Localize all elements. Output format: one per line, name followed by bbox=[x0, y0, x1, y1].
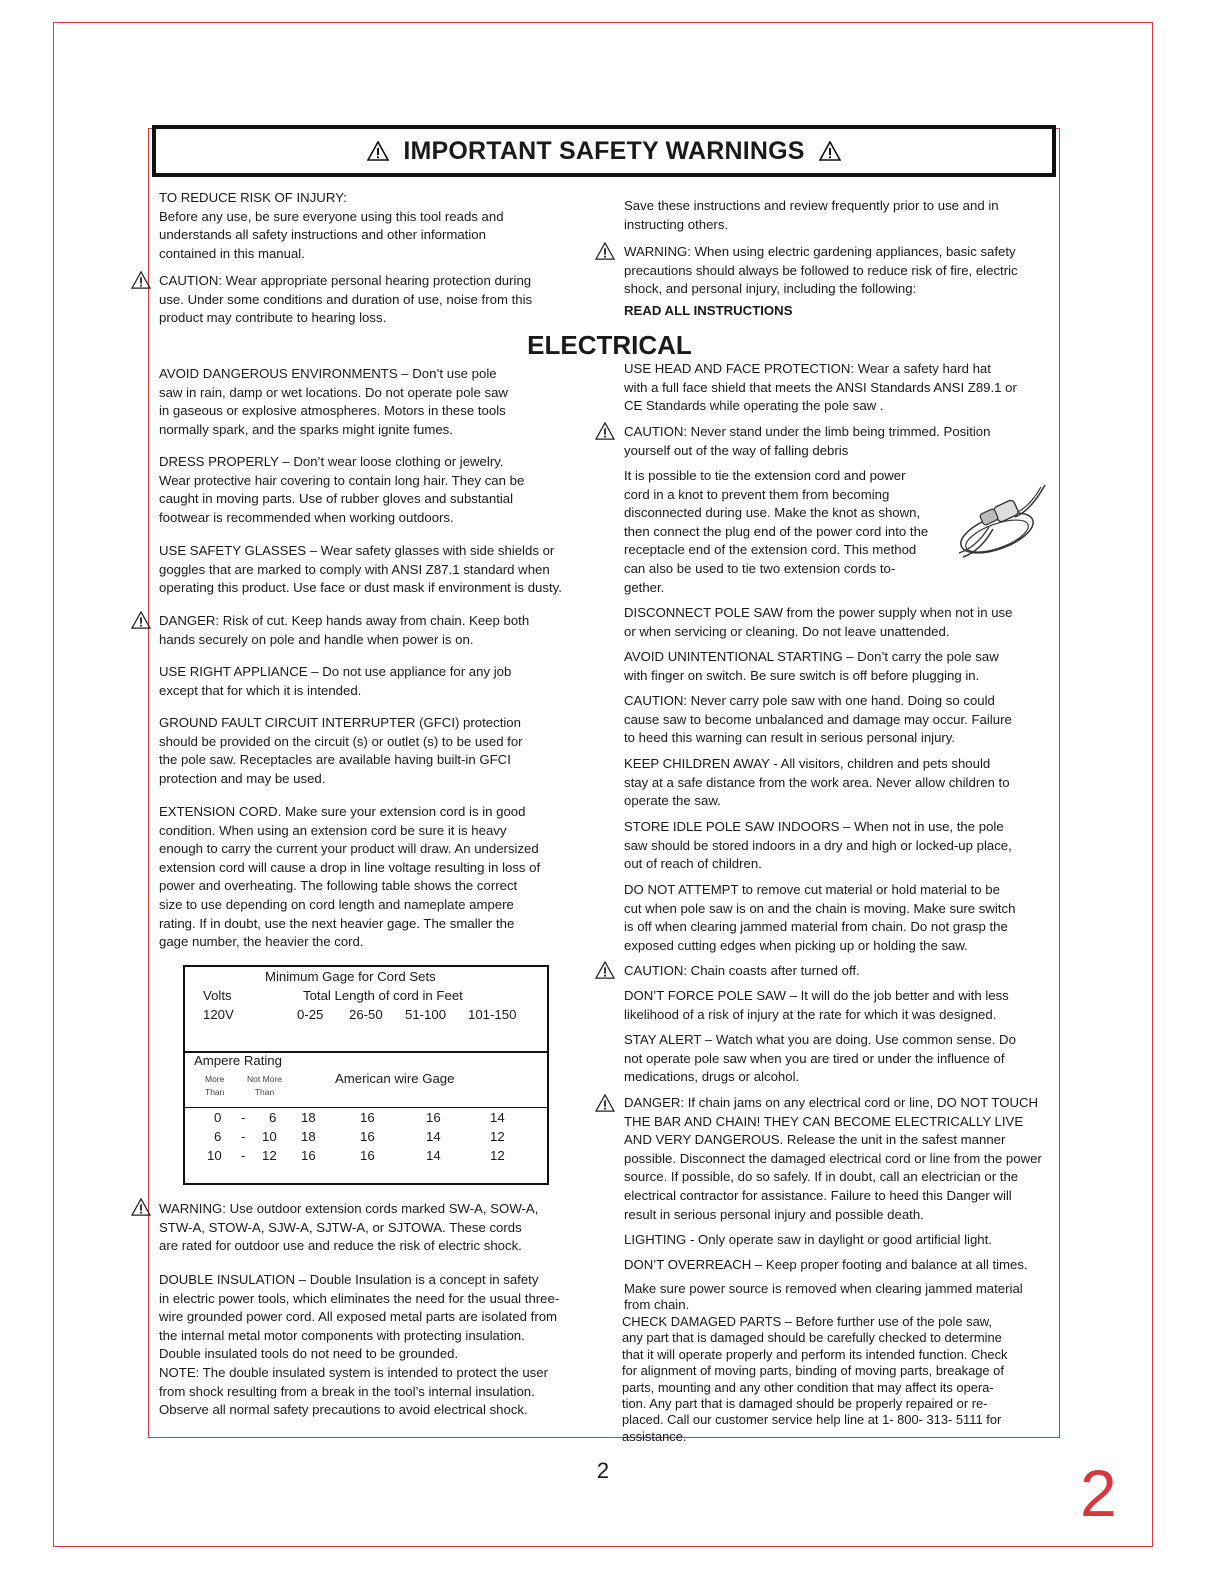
warning-triangle-icon bbox=[131, 1198, 151, 1216]
warning-triangle-icon bbox=[595, 242, 615, 260]
warning-triangle-icon bbox=[131, 611, 151, 629]
page-number: 2 bbox=[596, 1458, 610, 1483]
length-col: 0-25 bbox=[297, 1007, 324, 1022]
table-cell: 16 bbox=[360, 1148, 375, 1163]
save-instructions-text: Save these instructions and review frequently prior to use and in instructing others. bbox=[624, 198, 999, 232]
check-damaged-parts-text: CHECK DAMAGED PARTS – Before further use of the pole saw, any part that is damaged should be carefully checked to determine that it will operate properly and perform its intended function. Check for alignment of moving parts, binding of moving parts, breakage of parts, mounting and any other condition that may affect its opera- tion. Any part that is damaged should be properly repaired or re- placed. Call our customer service help line at 1- 800- 313- 5111 for assistance. bbox=[622, 1314, 1008, 1444]
ampere-label: Ampere Rating bbox=[194, 1053, 282, 1068]
section-title: ELECTRICAL bbox=[527, 330, 692, 360]
table-cell: 10 bbox=[207, 1148, 222, 1163]
page-title: IMPORTANT SAFETY WARNINGS bbox=[403, 136, 805, 165]
disconnect-text: DISCONNECT POLE SAW from the power supply when not in use or when servicing or cleaning. Do not leave unattended. bbox=[624, 605, 1013, 639]
cord-knot-illustration bbox=[955, 483, 1051, 565]
do-not-attempt-text: DO NOT ATTEMPT to remove cut material or hold material to be cut when pole saw is on and the chain is moving. Make sure switch is off when clearing jammed material from chain. Do not grasp the exposed cutting edges when picking up or holding the saw. bbox=[624, 882, 1016, 953]
volts-label: Volts bbox=[203, 988, 232, 1003]
length-label: Total Length of cord in Feet bbox=[303, 988, 463, 1003]
table-cell: 10 bbox=[262, 1129, 277, 1144]
table-cell: 12 bbox=[490, 1129, 505, 1144]
table-cell: 16 bbox=[301, 1148, 316, 1163]
table-cell: - bbox=[241, 1110, 246, 1125]
table-header-section bbox=[185, 967, 547, 1053]
caution-limb-text: CAUTION: Never stand under the limb being trimmed. Position yourself out of the way of falling debris bbox=[624, 424, 991, 458]
tie-cord-text: It is possible to tie the extension cord and power cord in a knot to prevent them from becoming disconnected during use. Make the knot as shown, then connect the plug end of the power cord into the receptacle end of the extension cord. This method can also be used to tie two extension cords to- gether. bbox=[624, 468, 929, 595]
cord-gage-table bbox=[183, 965, 549, 1185]
length-col: 101-150 bbox=[468, 1007, 517, 1022]
awg-label: American wire Gage bbox=[335, 1071, 455, 1086]
table-cell: 14 bbox=[426, 1129, 441, 1144]
length-col: 26-50 bbox=[349, 1007, 383, 1022]
warning-cords-text: WARNING: Use outdoor extension cords marked SW-A, SOW-A, STW-A, STOW-A, SJW-A, SJTW-A, or SJTOWA. These cords are rated for outdoor use and reduce the risk of electric shock. bbox=[159, 1201, 539, 1254]
table-cell: 12 bbox=[490, 1148, 505, 1163]
read-all-instructions: READ ALL INSTRUCTIONS bbox=[624, 303, 793, 318]
reduce-risk-text: TO REDUCE RISK OF INJURY: Before any use, be sure everyone using this tool reads and understands all safety instructions and other information contained in this manual. bbox=[159, 190, 504, 261]
table-cell: 12 bbox=[262, 1148, 277, 1163]
keep-children-away-text: KEEP CHILDREN AWAY - All visitors, children and pets should stay at a safe distance from the work area. Never allow children to operate the saw. bbox=[624, 756, 1010, 809]
not-more-than-label: Not More Than bbox=[247, 1074, 282, 1097]
table-cell: 18 bbox=[301, 1129, 316, 1144]
table-cell: - bbox=[241, 1148, 246, 1163]
dont-force-text: DON’T FORCE POLE SAW – It will do the job better and with less likelihood of a risk of injury at the rate for which it was designed. bbox=[624, 988, 1009, 1022]
table-cell: 16 bbox=[426, 1110, 441, 1125]
table-cell: 14 bbox=[490, 1110, 505, 1125]
more-than-label: More Than bbox=[205, 1074, 225, 1097]
page-number-large: 2 bbox=[1080, 1456, 1117, 1530]
store-indoors-text: STORE IDLE POLE SAW INDOORS – When not in use, the pole saw should be stored indoors in a dry and high or locked-up place, out of reach of children. bbox=[624, 819, 1012, 872]
gfci-text: GROUND FAULT CIRCUIT INTERRUPTER (GFCI) protection should be provided on the circuit (s) or outlet (s) to be used for the pole saw. Receptacles are available having built-in GFCI protection and may be used. bbox=[159, 715, 523, 786]
table-cell: - bbox=[241, 1129, 246, 1144]
avoid-environments-text: AVOID DANGEROUS ENVIRONMENTS – Don’t use pole saw in rain, damp or wet locations. Do not operate pole saw in gaseous or explosive atmospheres. Motors in these tools normally spark, and the sparks might ignite fumes. bbox=[159, 366, 508, 437]
table-cell: 0 bbox=[214, 1110, 222, 1125]
warning-triangle-icon bbox=[131, 271, 151, 289]
table-cell: 14 bbox=[426, 1148, 441, 1163]
warning-triangle-icon bbox=[819, 141, 841, 161]
table-cell: 6 bbox=[269, 1110, 277, 1125]
warning-electric-text: WARNING: When using electric gardening appliances, basic safety precautions should always be followed to reduce risk of fire, electric shock, and personal injury, including the following: bbox=[624, 244, 1018, 297]
dress-properly-text: DRESS PROPERLY – Don’t wear loose clothing or jewelry. Wear protective hair covering to contain long hair. They can be caught in moving parts. Use of rubber gloves and substantial footwear is recommended when working outdoors. bbox=[159, 454, 525, 525]
right-appliance-text: USE RIGHT APPLIANCE – Do not use appliance for any job except that for which it is intended. bbox=[159, 664, 512, 698]
volts-value: 120V bbox=[203, 1007, 234, 1022]
table-title: Minimum Gage for Cord Sets bbox=[265, 969, 436, 984]
unintentional-starting-text: AVOID UNINTENTIONAL STARTING – Don’t carry the pole saw with finger on switch. Be sure switch is off before plugging in. bbox=[624, 649, 999, 683]
warning-triangle-icon bbox=[595, 422, 615, 440]
head-face-protection-text: USE HEAD AND FACE PROTECTION: Wear a safety hard hat with a full face shield that meets the ANSI Standards ANSI Z89.1 or CE Standards while operating the pole saw . bbox=[624, 361, 1017, 414]
warning-triangle-icon bbox=[367, 141, 389, 161]
lighting-text: LIGHTING - Only operate saw in daylight or good artificial light. bbox=[624, 1232, 992, 1247]
overreach-text: DON’T OVERREACH – Keep proper footing and balance at all times. bbox=[624, 1257, 1028, 1272]
caution-coasts-text: CAUTION: Chain coasts after turned off. bbox=[624, 963, 860, 978]
table-cell: 16 bbox=[360, 1110, 375, 1125]
length-col: 51-100 bbox=[405, 1007, 447, 1022]
extension-cord-text: EXTENSION CORD. Make sure your extension cord is in good condition. When using an extension cord be sure it is heavy enough to carry the current your product will draw. An undersized extension cord will cause a drop in line voltage resulting in loss of power and overheating. The following table shows the correct size to use depending on cord length and nameplate ampere rating. If in doubt, use the next heavier gage. The smaller the gage number, the heavier the cord. bbox=[159, 804, 541, 950]
table-cell: 18 bbox=[301, 1110, 316, 1125]
safety-glasses-text: USE SAFETY GLASSES – Wear safety glasses with side shields or goggles that are marked to comply with ANSI Z87.1 standard when operating this product. Use face or dust mask if environment is dusty. bbox=[159, 543, 562, 596]
warning-triangle-icon bbox=[595, 961, 615, 979]
danger-cut-text: DANGER: Risk of cut. Keep hands away from chain. Keep both hands securely on pole and handle when power is on. bbox=[159, 613, 530, 647]
caution-hearing-text: CAUTION: Wear appropriate personal hearing protection during use. Under some conditions and duration of use, noise from this product may contribute to hearing loss. bbox=[159, 273, 533, 326]
table-subheader-section bbox=[185, 1053, 547, 1108]
caution-carry-text: CAUTION: Never carry pole saw with one hand. Doing so could cause saw to become unbalanced and damage may occur. Failure to heed this warning can result in serious personal injury. bbox=[624, 693, 1012, 746]
stay-alert-text: STAY ALERT – Watch what you are doing. Use common sense. Do not operate pole saw when you are tired or under the influence of medications, drugs or alcohol. bbox=[624, 1032, 1016, 1085]
double-insulation-text: DOUBLE INSULATION – Double Insulation is a concept in safety in electric power tools, which eliminates the need for the usual three- wire grounded power cord. All exposed metal parts are isolated from the internal metal motor components with protecting insulation. Double insulated tools do not need to be grounded. NOTE: The double insulated system is intended to protect the user from shock resulting from a break in the tool’s internal insulation. Observe all normal safety precautions to avoid electrical shock. bbox=[159, 1272, 560, 1418]
power-removed-text: Make sure power source is removed when clearing jammed material from chain. bbox=[624, 1281, 1023, 1313]
table-cell: 6 bbox=[214, 1129, 222, 1144]
danger-cord-text: DANGER: If chain jams on any electrical cord or line, DO NOT TOUCH THE BAR AND CHAIN! THEY CAN BECOME ELECTRICALLY LIVE AND VERY DANGEROUS. Release the unit in the safest manner possible. Disconnect the damaged electrical cord or line from the power source. If possible, do so safely. If in doubt, call an electrician or the electrical contractor for assistance. Failure to heed this Danger will result in serious personal injury and possible death. bbox=[624, 1095, 1042, 1222]
table-cell: 16 bbox=[360, 1129, 375, 1144]
header-banner bbox=[152, 125, 1056, 177]
warning-triangle-icon bbox=[595, 1094, 615, 1112]
